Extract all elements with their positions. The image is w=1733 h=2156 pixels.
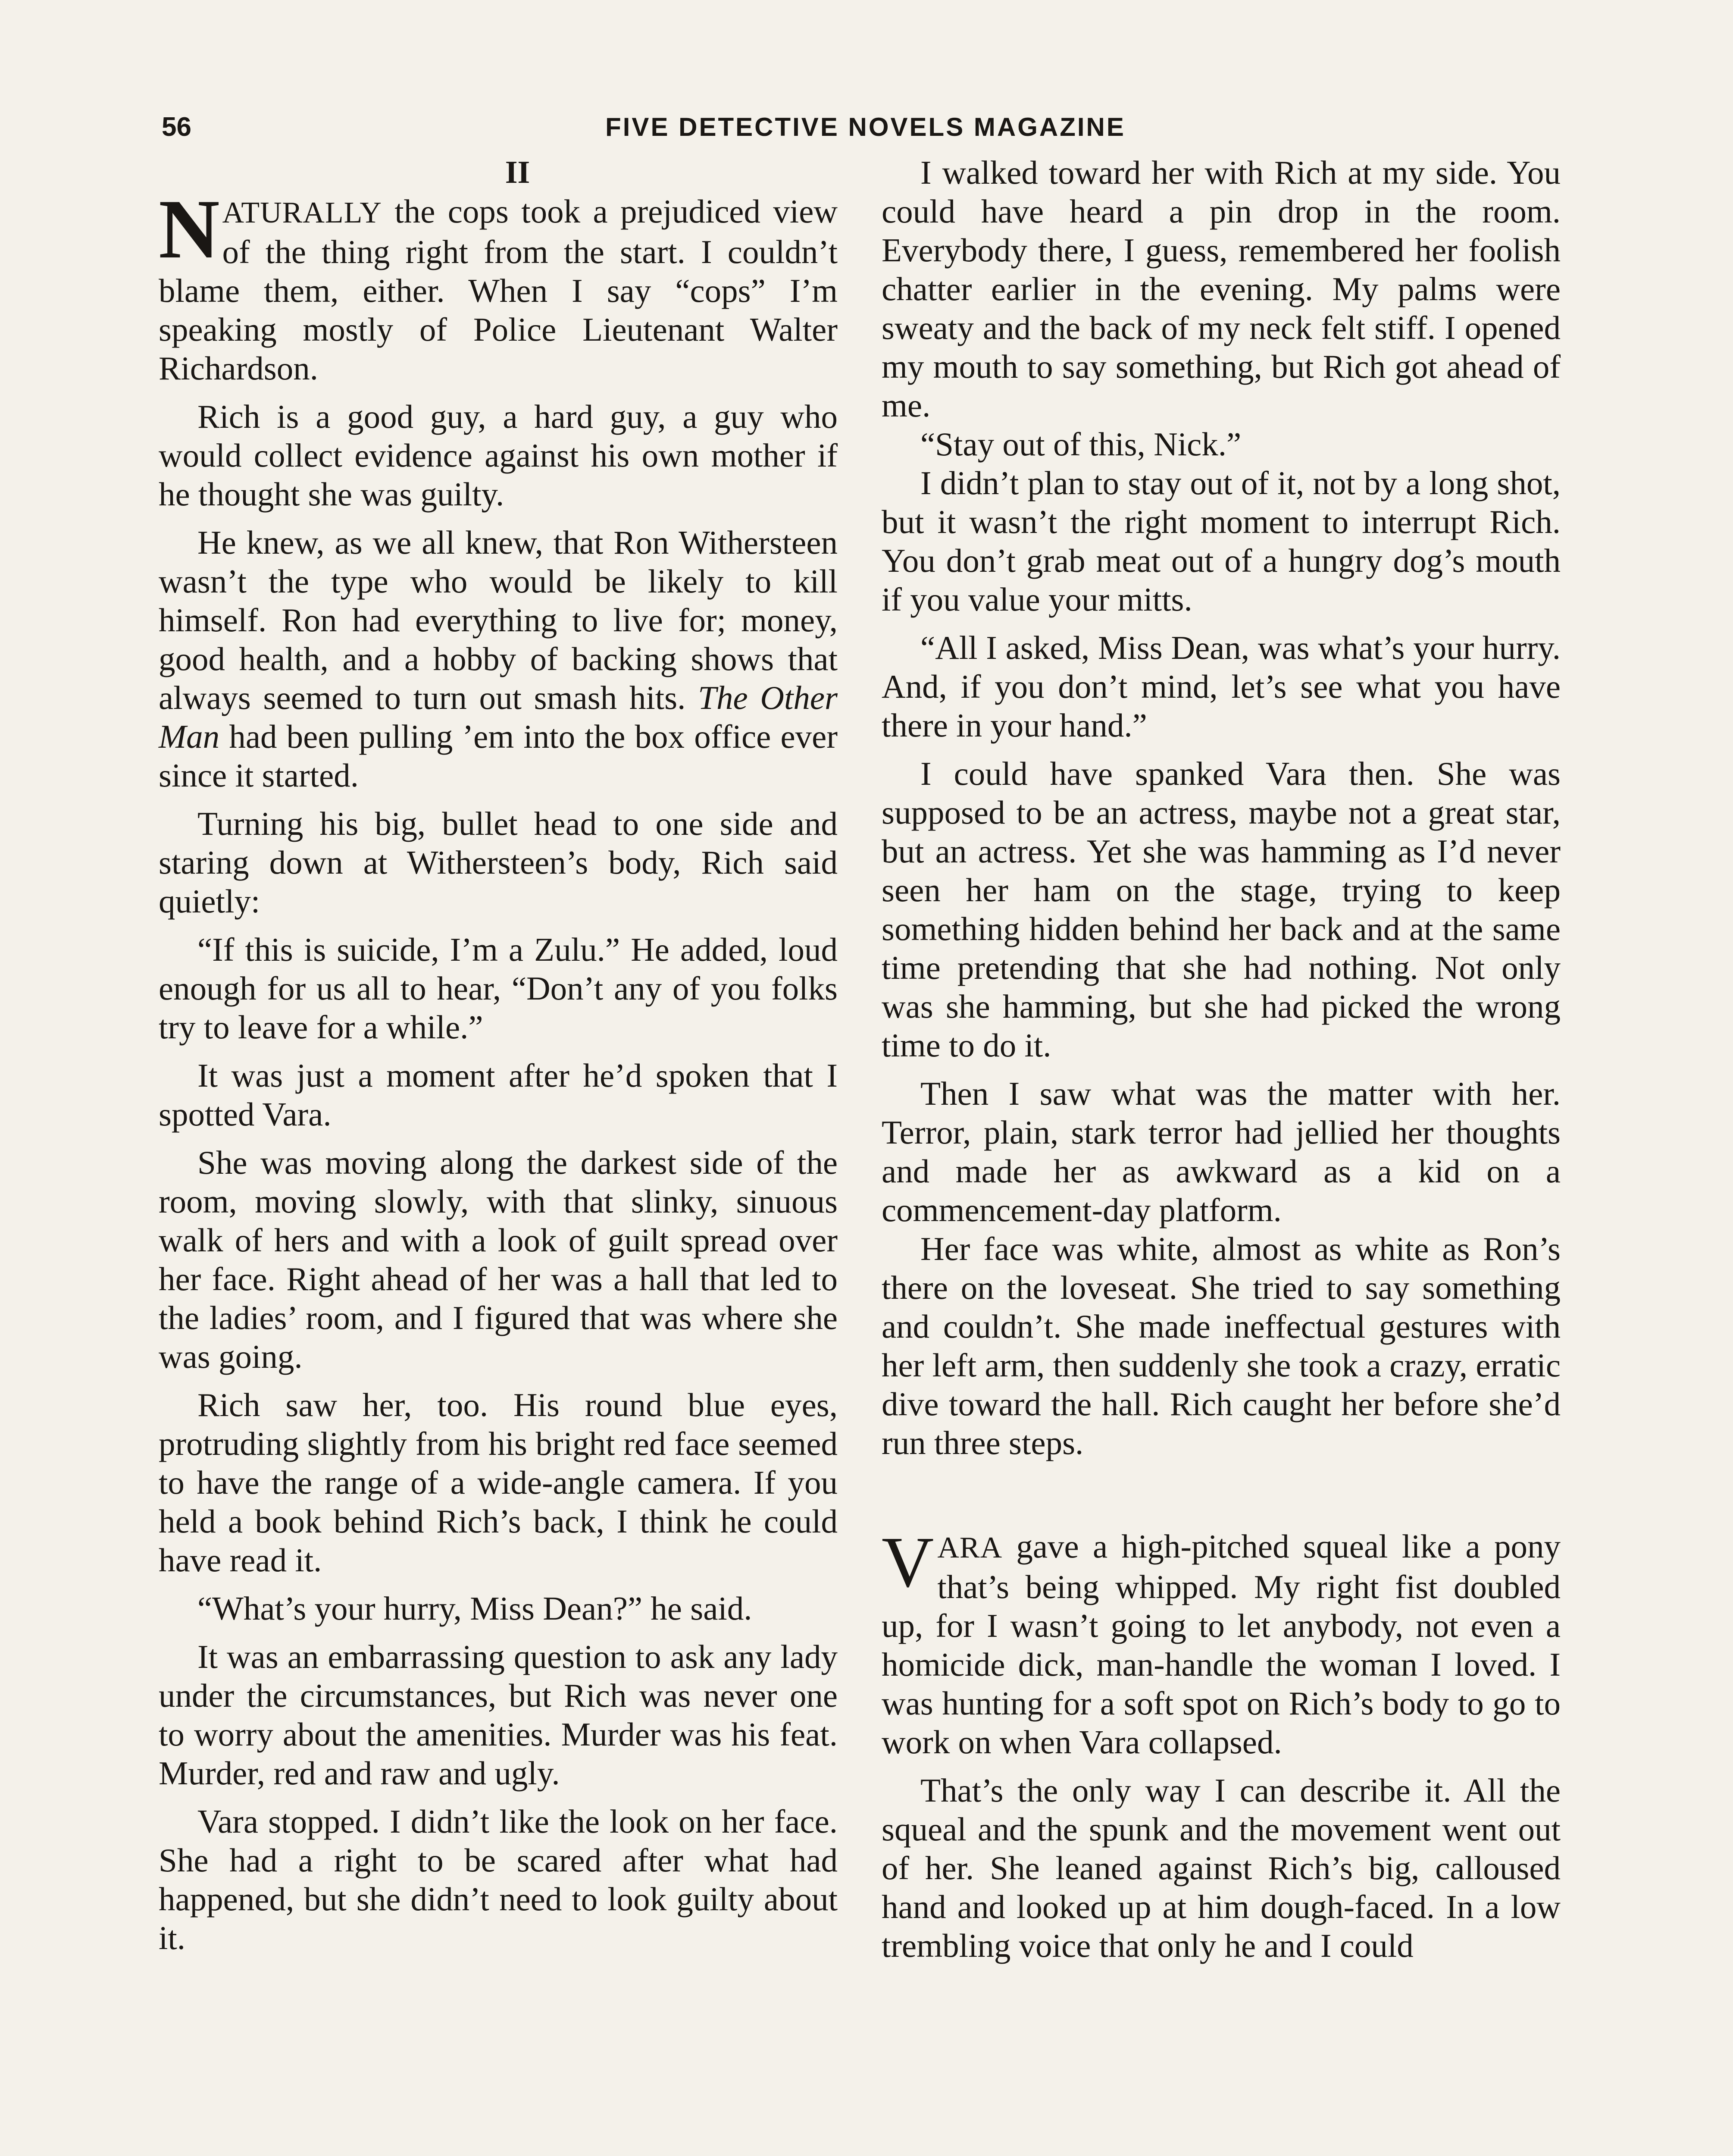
- paragraph: [882, 1522, 1561, 1761]
- paragraph-text: gave a high-pitched squeal like a pony that’s being whipped. My right fist doubled up, for I wasn’t going to let anybody, not even a homicide dick, man-handle the woman I loved. I was hunting for a soft spot on Rich’s body to go to work on when Vara collapsed.: [882, 1528, 1561, 1761]
- paragraph: [159, 523, 838, 795]
- play-title: The Other Man: [159, 679, 838, 755]
- paragraph: It was just a moment after he’d spoken that I spotted Vara.: [159, 1057, 838, 1133]
- right-column: [882, 153, 1561, 1965]
- paragraph: “All I asked, Miss Dean, was what’s your hurry. And, if you don’t mind, let’s see what you have there in your hand.”: [882, 629, 1561, 744]
- drop-cap: N: [159, 182, 220, 276]
- paragraph: [159, 182, 838, 388]
- paragraph: I walked toward her with Rich at my side. You could have heard a pin drop in the room. Everybody there, I guess, remembered her foolish chatter earlier in the evening. My palms were sweaty and the back of my neck felt stiff. I opened my mouth to say something, but Rich got ahead of me.: [882, 154, 1561, 424]
- paragraph: Then I saw what was the matter with her. Terror, plain, stark terror had jellied her thoughts and made her as awkward as a kid on a commencement-day platform.: [882, 1075, 1561, 1228]
- paragraph: That’s the only way I can describe it. All the squeal and the spunk and the movement went out of her. She leaned against Rich’s big, calloused hand and looked up at him dough-faced. In a low trembling voice that only he and I could: [882, 1772, 1561, 1964]
- section-break: [882, 1462, 1561, 1527]
- lead-in-caps: ATURALLY: [222, 196, 382, 229]
- paragraph: It was an embarrassing question to ask any lady under the circumstances, but Rich was never one to worry about the amenities. Murder was his feat. Murder, red and raw and ugly.: [159, 1638, 838, 1792]
- page-number: 56: [162, 112, 191, 142]
- paragraph: Her face was white, almost as white as Ron’s there on the loveseat. She tried to say something and couldn’t. She made ineffectual gestures with her left arm, then suddenly she took a crazy, erratic dive toward the hall. Rich caught her before she’d run three steps.: [882, 1230, 1561, 1461]
- paragraph: “What’s your hurry, Miss Dean?” he said.: [197, 1590, 752, 1627]
- running-title: FIVE DETECTIVE NOVELS MAGAZINE: [605, 113, 1126, 141]
- paragraph: I could have spanked Vara then. She was supposed to be an actress, maybe not a great star, but an actress. Yet she was hamming as I’d never seen her ham on the stage, trying to keep something hidden behind her back and at the same time pretending that she had nothing. Not only was she hamming, but she had picked the wrong time to do it.: [882, 755, 1561, 1064]
- drop-cap: V: [882, 1522, 934, 1602]
- paragraph: I didn’t plan to stay out of it, not by a long shot, but it wasn’t the right moment to interrupt Rich. You don’t grab meat out of a hungry dog’s mouth if you value your mitts.: [882, 464, 1561, 618]
- paragraph: Rich saw her, too. His round blue eyes, protruding slightly from his bright red face seemed to have the range of a wide-angle camera. If you held a book behind Rich’s back, I think he could have read it.: [159, 1386, 838, 1579]
- paragraph: “Stay out of this, Nick.”: [920, 426, 1242, 463]
- page-header: [162, 108, 1569, 147]
- paragraph: She was moving along the darkest side of the room, moving slowly, with that slinky, sinuous walk of hers and with a look of guilt spread over her face. Right ahead of her was a hall that led to the ladies’ room, and I figured that was where she was going.: [159, 1144, 838, 1375]
- paragraph-text: He knew, as we all knew, that Ron Withersteen wasn’t the type who would be likely to kill himself. Ron had everything to live for; money, good health, and a hobby of backing shows that always seemed to turn out smash hits.: [159, 524, 838, 716]
- paragraph: “If this is suicide, I’m a Zulu.” He added, loud enough for us all to hear, “Don’t any of you folks try to leave for a while.”: [159, 931, 838, 1046]
- left-column: [159, 153, 838, 1957]
- paragraph-text: had been pulling ’em into the box office ever since it started.: [159, 718, 838, 794]
- paragraph: Turning his big, bullet head to one side and staring down at Withersteen’s body, Rich said quietly:: [159, 805, 838, 920]
- lead-in-caps: ARA: [937, 1531, 1003, 1564]
- paragraph-text: the cops took a prejudiced view of the thing right from the start. I couldn’t blame them, either. When I say “cops” I’m speaking mostly of Police Lieutenant Walter Richardson.: [159, 193, 838, 387]
- chapter-heading: II: [505, 155, 530, 190]
- paragraph: Rich is a good guy, a hard guy, a guy who would collect evidence against his own mother if he thought she was guilty.: [159, 398, 838, 513]
- paragraph: Vara stopped. I didn’t like the look on her face. She had a right to be scared after what had happened, but she didn’t need to look guilty about it.: [159, 1803, 838, 1956]
